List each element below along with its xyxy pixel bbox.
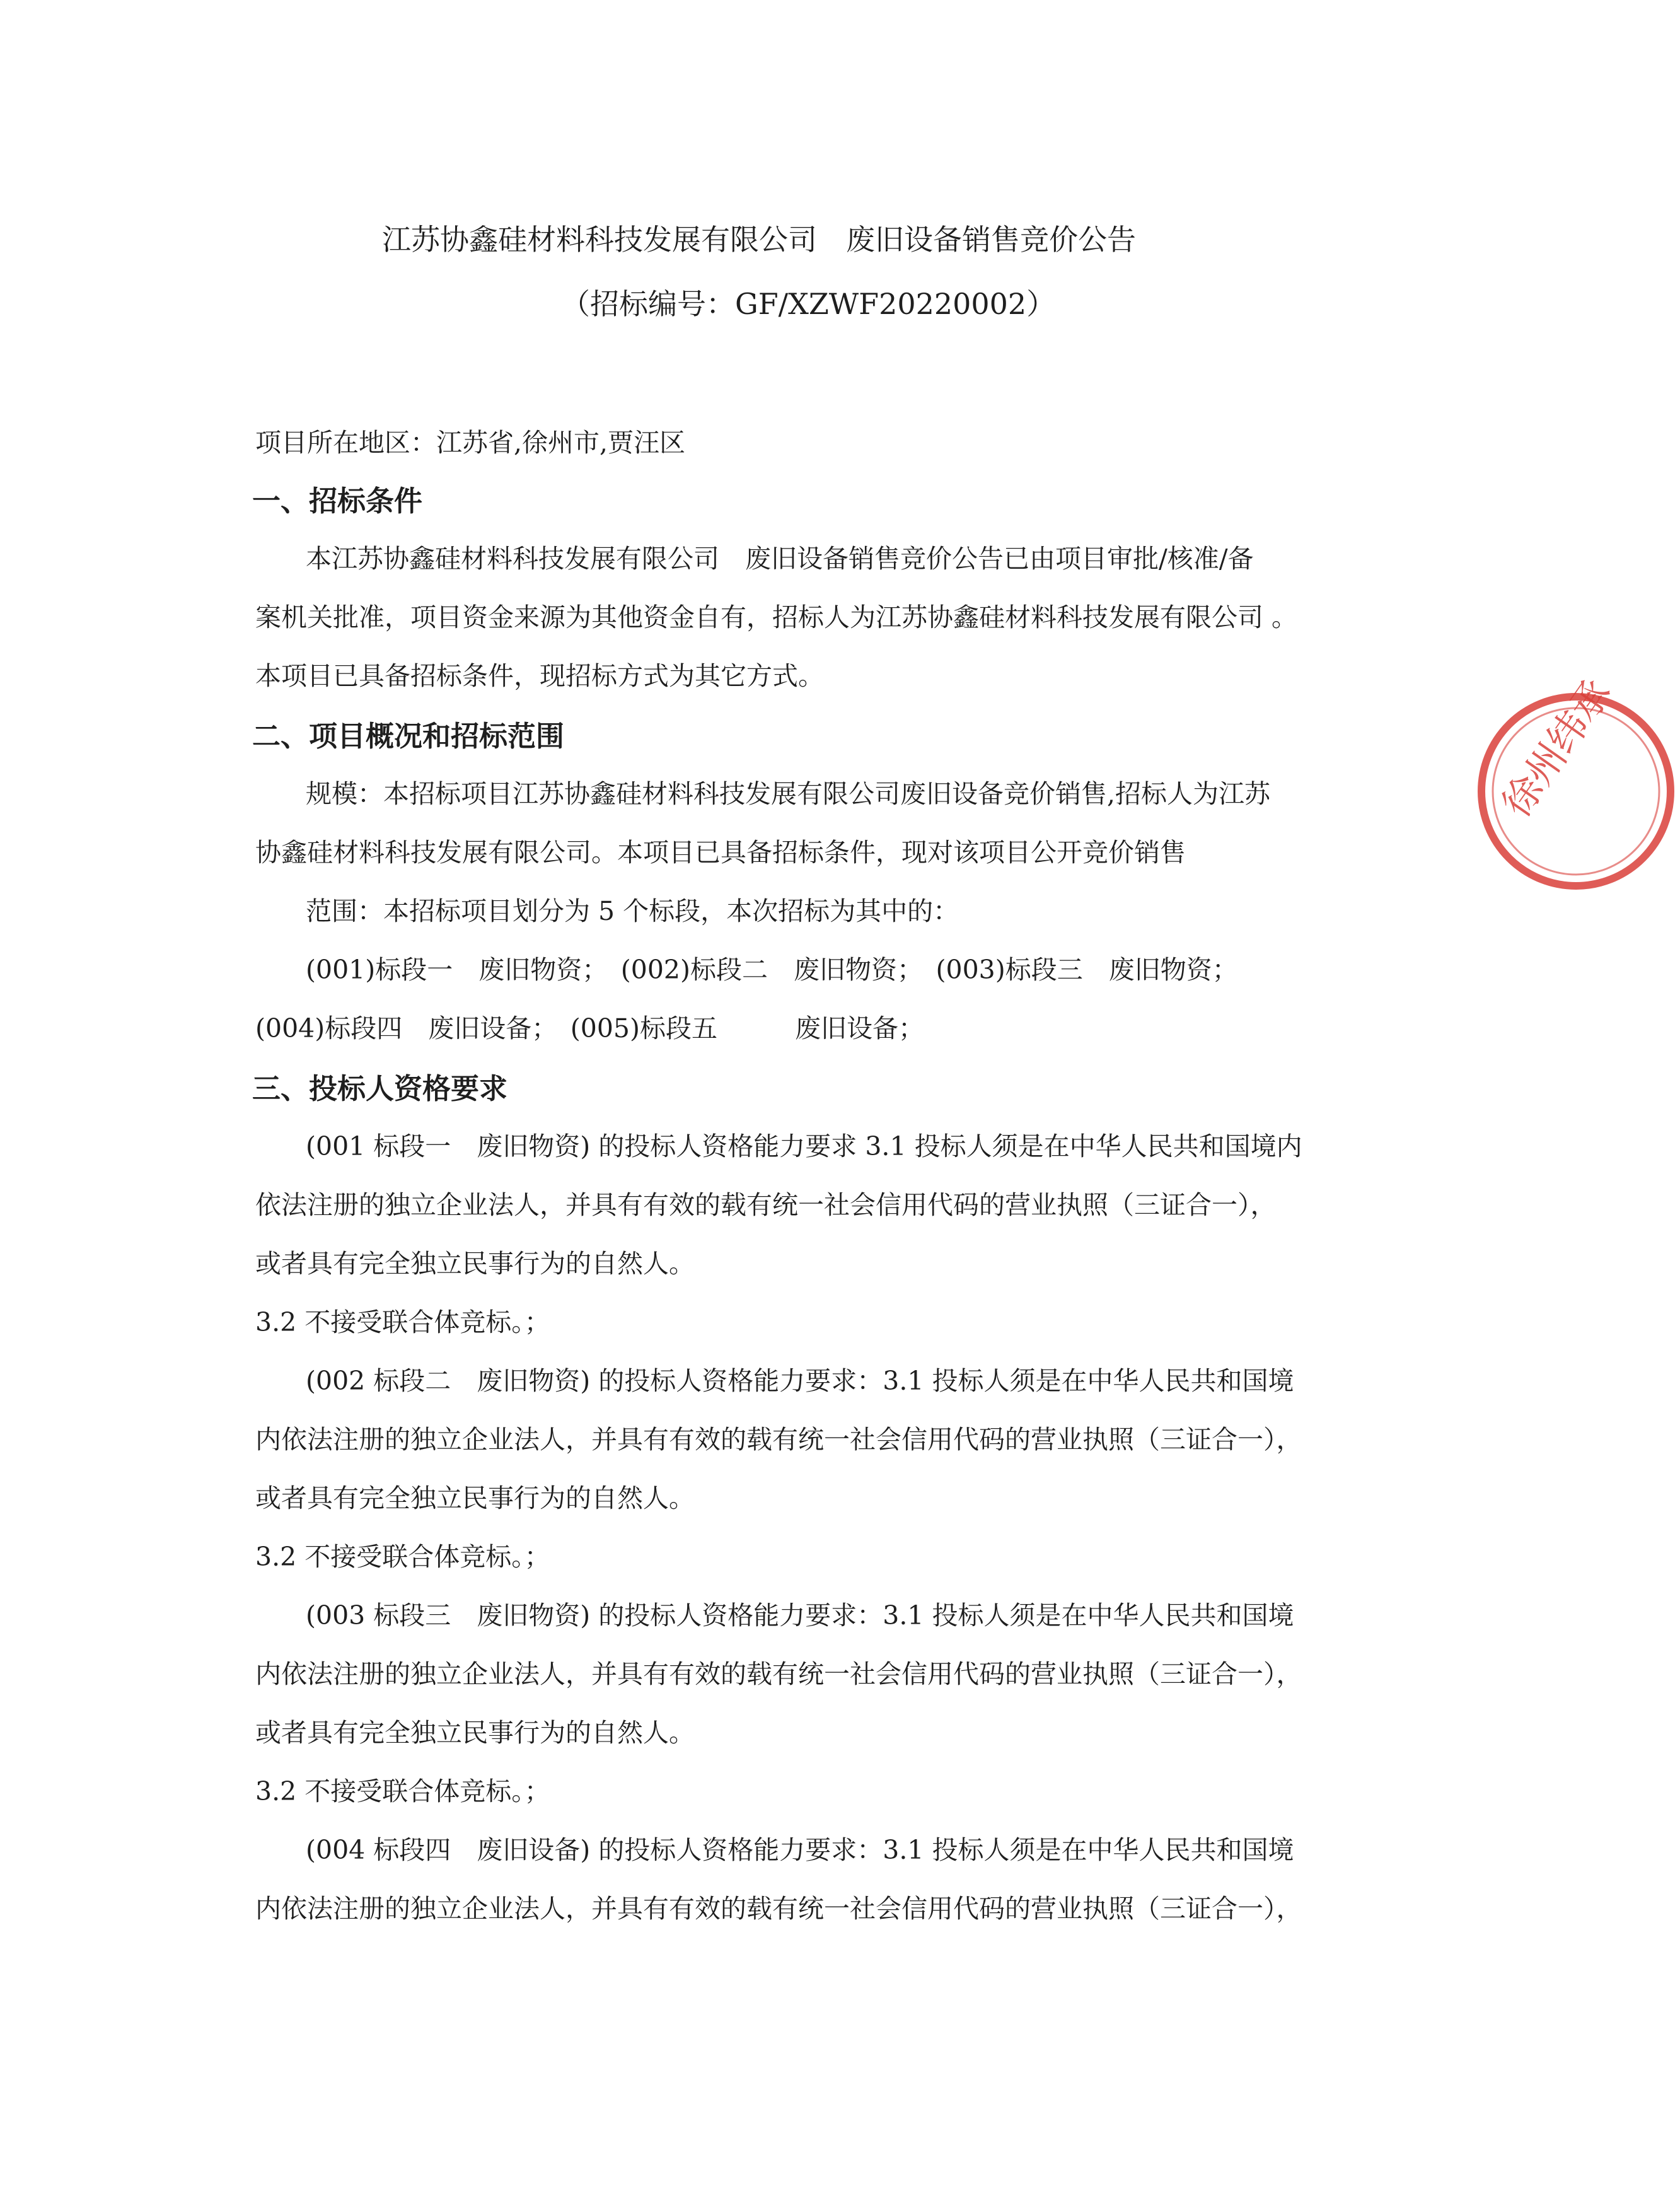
document-title: 江苏协鑫硅材料科技发展有限公司 废旧设备销售竞价公告 bbox=[382, 223, 1136, 257]
paragraph-line: 或者具有完全独立民事行为的自然人。 bbox=[255, 1483, 695, 1513]
paragraph-line: (001)标段一 废旧物资； (002)标段二 废旧物资； (003)标段三 废旧物资； bbox=[306, 955, 1238, 985]
paragraph-line: (002 标段二 废旧物资) 的投标人资格能力要求：3.1 投标人须是在中华人民共和国境 bbox=[306, 1366, 1294, 1396]
paragraph-line: (003 标段三 废旧物资) 的投标人资格能力要求：3.1 投标人须是在中华人民共和国境 bbox=[306, 1600, 1294, 1631]
paragraph-line: 本江苏协鑫硅材料科技发展有限公司 废旧设备销售竞价公告已由项目审批/核准/备 bbox=[306, 544, 1254, 574]
seal-text: 徐州纬承 bbox=[1493, 670, 1621, 825]
paragraph-line: (004)标段四 废旧设备； (005)标段五 废旧设备； bbox=[255, 1013, 924, 1044]
paragraph-line: (004 标段四 废旧设备) 的投标人资格能力要求：3.1 投标人须是在中华人民共和国境 bbox=[306, 1835, 1294, 1865]
paragraph-line: 本项目已具备招标条件，现招标方式为其它方式。 bbox=[255, 661, 824, 691]
paragraph-line: 或者具有完全独立民事行为的自然人。 bbox=[255, 1718, 695, 1748]
paragraph-line: 依法注册的独立企业法人，并具有有效的载有统一社会信用代码的营业执照（三证合一）， bbox=[255, 1190, 1277, 1220]
paragraph-line: 内依法注册的独立企业法人，并具有有效的载有统一社会信用代码的营业执照（三证合一）， bbox=[255, 1659, 1302, 1689]
section-heading-bidder-qualification: 三、投标人资格要求 bbox=[252, 1072, 508, 1105]
company-seal-stamp bbox=[1472, 670, 1680, 895]
paragraph-line: 3.2 不接受联合体竞标。； bbox=[255, 1776, 550, 1806]
paragraph-line: 规模：本招标项目江苏协鑫硅材料科技发展有限公司废旧设备竞价销售,招标人为江苏 bbox=[306, 779, 1271, 809]
paragraph-line: 范围：本招标项目划分为 5 个标段，本次招标为其中的： bbox=[306, 896, 959, 926]
paragraph-line: 案机关批准，项目资金来源为其他资金自有，招标人为江苏协鑫硅材料科技发展有限公司 。 bbox=[255, 602, 1298, 632]
paragraph-line: (001 标段一 废旧物资) 的投标人资格能力要求 3.1 投标人须是在中华人民共和国境内 bbox=[306, 1131, 1302, 1161]
section-heading-project-overview: 二、项目概况和招标范围 bbox=[252, 719, 565, 753]
paragraph-line: 协鑫硅材料科技发展有限公司。本项目已具备招标条件，现对该项目公开竞价销售 bbox=[255, 837, 1186, 868]
paragraph-line: 3.2 不接受联合体竞标。； bbox=[255, 1307, 550, 1337]
section-heading-tender-conditions: 一、招标条件 bbox=[252, 484, 423, 518]
paragraph-line: 内依法注册的独立企业法人，并具有有效的载有统一社会信用代码的营业执照（三证合一）， bbox=[255, 1893, 1302, 1924]
paragraph-line: 内依法注册的独立企业法人，并具有有效的载有统一社会信用代码的营业执照（三证合一）， bbox=[255, 1424, 1302, 1455]
tender-number: （招标编号：GF/XZWF20220002） bbox=[561, 287, 1056, 321]
project-location: 项目所在地区：江苏省,徐州市,贾汪区 bbox=[255, 427, 686, 458]
paragraph-line: 或者具有完全独立民事行为的自然人。 bbox=[255, 1248, 695, 1279]
paragraph-line: 3.2 不接受联合体竞标。； bbox=[255, 1542, 550, 1572]
